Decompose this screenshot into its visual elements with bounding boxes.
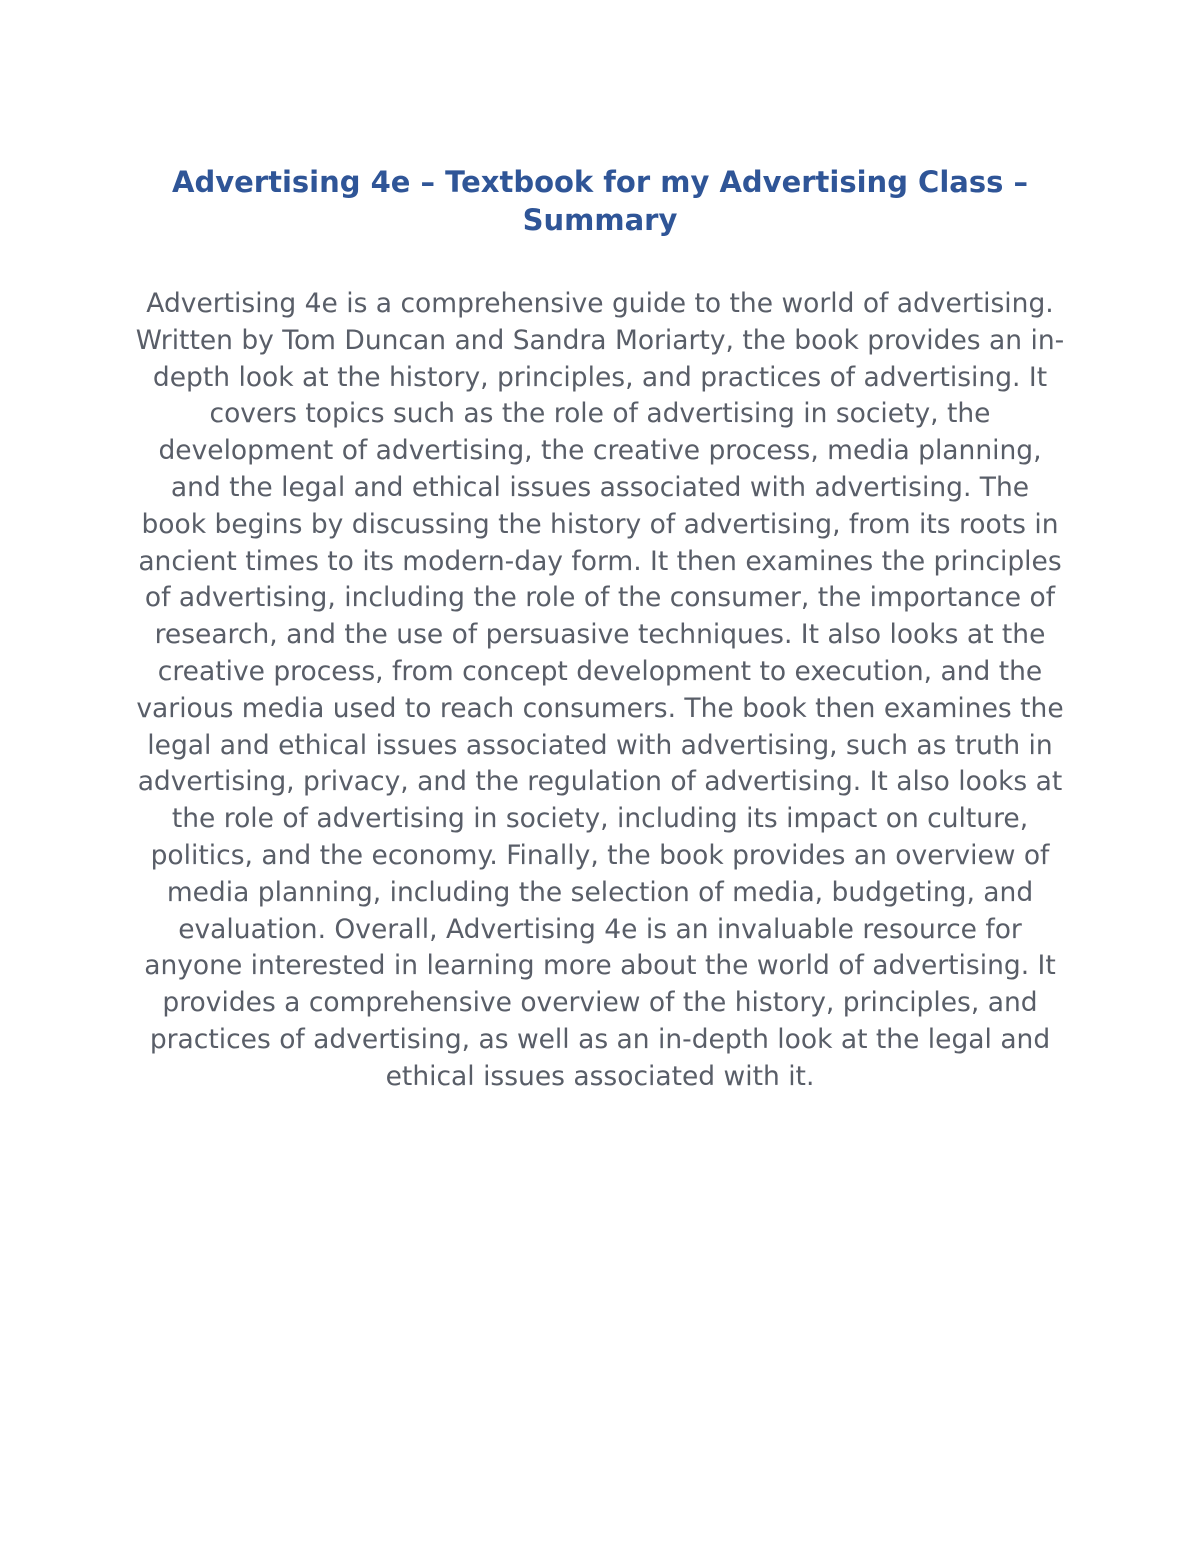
- document-title: Advertising 4e – Textbook for my Advertising Class – Summary: [172, 165, 1028, 237]
- summary-paragraph: Advertising 4e is a comprehensive guide to the world of advertising. Written by Tom Duncan and Sandra Moriarty, the book provides an in-depth look at the history, principles, and practices of advertising. It covers topics such as the role of advertising in society, the development of advertising, the creative process, media planning, and the legal and ethical issues associated with advertising. The book begins by discussing the history of advertising, from its roots in ancient times to its modern-day form. It then examines the principles of advertising, including the role of the consumer, the importance of research, and the use of persuasive techniques. It also looks at the creative process, from concept development to execution, and the various media used to reach consumers. The book then examines the legal and ethical issues associated with advertising, such as truth in advertising, privacy, and the regulation of advertising. It also looks at the role of advertising in society, including its impact on culture, politics, and the economy. Finally, the book provides an overview of media planning, including the selection of media, budgeting, and evaluation. Overall, Advertising 4e is an invaluable resource for anyone interested in learning more about the world of advertising. It provides a comprehensive overview of the history, principles, and practices of advertising, as well as an in-depth look at the legal and ethical issues associated with it.: [135, 288, 1065, 1092]
